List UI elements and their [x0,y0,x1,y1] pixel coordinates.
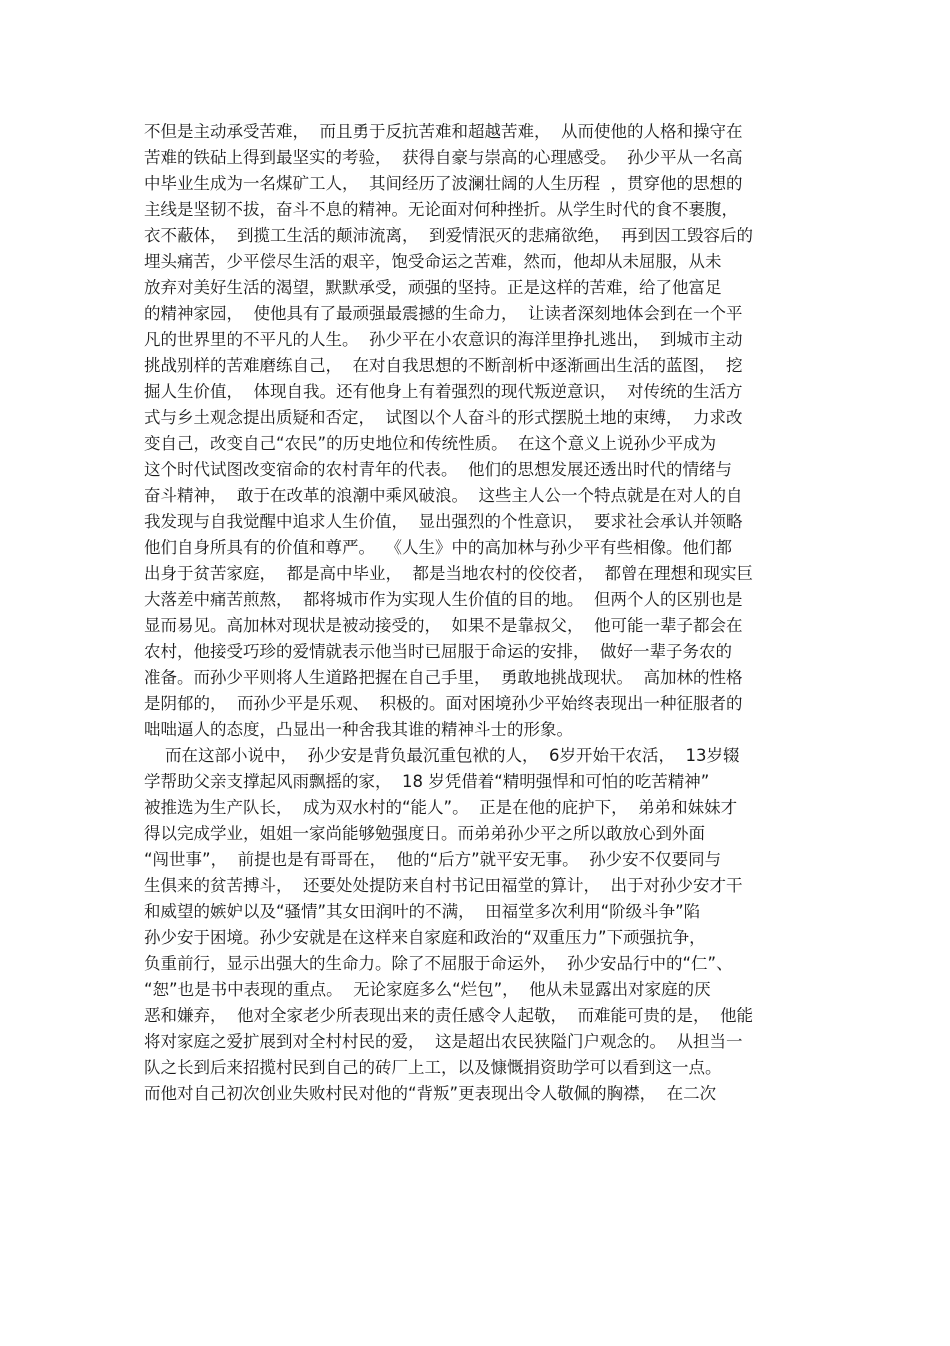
text-line: 是阴郁的， 而孙少平是乐观、 积极的。面对困境孙少平始终表现出一种征服者的 [144,694,743,713]
text-line: 挑战别样的苦难磨练自己， 在对自我思想的不断剖析中逐渐画出生活的蓝图， 挖 [144,356,743,375]
text-line: “恕”也是书中表现的重点。 无论家庭多么“烂包”， 他从未显露出对家庭的厌 [144,980,711,999]
text-line: 咄咄逼人的态度，凸显出一种舍我其谁的精神斗士的形象。 [144,720,573,739]
text-line: 孙少安于困境。孙少安就是在这样来自家庭和政治的“双重压力”下顽强抗争， [144,928,706,947]
text-line: 我发现与自我觉醒中追求人生价值， 显出强烈的个性意识， 要求社会承认并领略 [144,512,743,531]
text-line: 而他对自己初次创业失败村民对他的“背叛”更表现出令人敬佩的胸襟， 在二次 [144,1084,717,1103]
text-line: 生俱来的贫苦搏斗， 还要处处提防来自村书记田福堂的算计， 出于对孙少安才干 [144,876,743,895]
text-line: 得以完成学业，姐姐一家尚能够勉强度日。而弟弟孙少平之所以敢放心到外面 [144,824,705,843]
text-line: 队之长到后来招揽村民到自己的砖厂上工，以及慷慨捐资助学可以看到这一点。 [144,1058,722,1077]
text-line: 主线是坚韧不拔，奋斗不息的精神。无论面对何种挫折。从学生时代的食不裹腹， [144,200,738,219]
text-line: 学帮助父亲支撑起风雨飘摇的家， 18 岁凭借着“精明强悍和可怕的吃苦精神” [144,772,710,791]
text-line: 奋斗精神， 敢于在改革的浪潮中乘风破浪。 这些主人公一个特点就是在对人的自 [144,486,743,505]
text-line: “闯世事”， 前提也是有哥哥在， 他的“后方”就平安无事。 孙少安不仅要同与 [144,850,722,869]
text-line: 不但是主动承受苦难， 而且勇于反抗苦难和超越苦难， 从而使他的人格和操守在 [144,122,743,141]
text-line: 负重前行，显示出强大的生命力。除了不屈服于命运外， 孙少安品行中的“仁”、 [144,954,733,973]
text-line: 衣不蔽体， 到揽工生活的颠沛流离， 到爱情泯灭的悲痛欲绝， 再到因工毁容后的 [144,226,753,245]
text-line: 掘人生价值， 体现自我。还有他身上有着强烈的现代叛逆意识， 对传统的生活方 [144,382,743,401]
text-line: 式与乡土观念提出质疑和否定， 试图以个人奋斗的形式摆脱土地的束缚， 力求改 [144,408,743,427]
text-line: 和威望的嫉妒以及“骚情”其女田润叶的不满， 田福堂多次利用“阶级斗争”陷 [144,902,701,921]
text-line: 显而易见。高加林对现状是被动接受的， 如果不是靠叔父， 他可能一辈子都会在 [144,616,743,635]
text-line: 被推选为生产队长， 成为双水村的“能人”。 正是在他的庇护下， 弟弟和妹妹才 [144,798,738,817]
text-line: 准备。而孙少平则将人生道路把握在自己手里， 勇敢地挑战现状。 高加林的性格 [144,668,743,687]
text-line: 这个时代试图改变宿命的农村青年的代表。 他们的思想发展还透出时代的情绪与 [144,460,732,479]
text-line: 将对家庭之爱扩展到对全村村民的爱， 这是超出农民狭隘门户观念的。 从担当一 [144,1032,743,1051]
text-line: 恶和嫌弃， 他对全家老少所表现出来的责任感令人起敬， 而难能可贵的是， 他能 [144,1006,753,1025]
text-line: 苦难的铁砧上得到最坚实的考验， 获得自豪与崇高的心理感受。 孙少平从一名高 [144,148,743,167]
text-line: 农村，他接受巧珍的爱情就表示他当时已屈服于命运的安排， 做好一辈子务农的 [144,642,732,661]
text-line: 中毕业生成为一名煤矿工人， 其间经历了波澜壮阔的人生历程 ，贯穿他的思想的 [144,174,743,193]
text-line: 放弃对美好生活的渴望，默默承受，顽强的坚持。正是这样的苦难，给了他富足 [144,278,722,297]
text-line: 变自己，改变自己“农民”的历史地位和传统性质。 在这个意义上说孙少平成为 [144,434,717,453]
text-line: 大落差中痛苦煎熬， 都将城市作为实现人生价值的目的地。 但两个人的区别也是 [144,590,743,609]
text-line: 而在这部小说中， 孙少安是背负最沉重包袱的人， 6岁开始干农活， 13岁辍 [144,746,740,765]
text-line: 埋头痛苦，少平偿尽生活的艰辛，饱受命运之苦难，然而，他却从未屈服，从未 [144,252,722,271]
text-line: 凡的世界里的不平凡的人生。 孙少平在小农意识的海洋里挣扎逃出， 到城市主动 [144,330,743,349]
body-text [144,119,810,1107]
text-line: 他们自身所具有的价值和尊严。 《人生》中的高加林与孙少平有些相像。他们都 [144,538,732,557]
text-line: 的精神家园， 使他具有了最顽强最震撼的生命力， 让读者深刻地体会到在一个平 [144,304,743,323]
text-line: 出身于贫苦家庭， 都是高中毕业， 都是当地农村的佼佼者， 都曾在理想和现实巨 [144,564,753,583]
